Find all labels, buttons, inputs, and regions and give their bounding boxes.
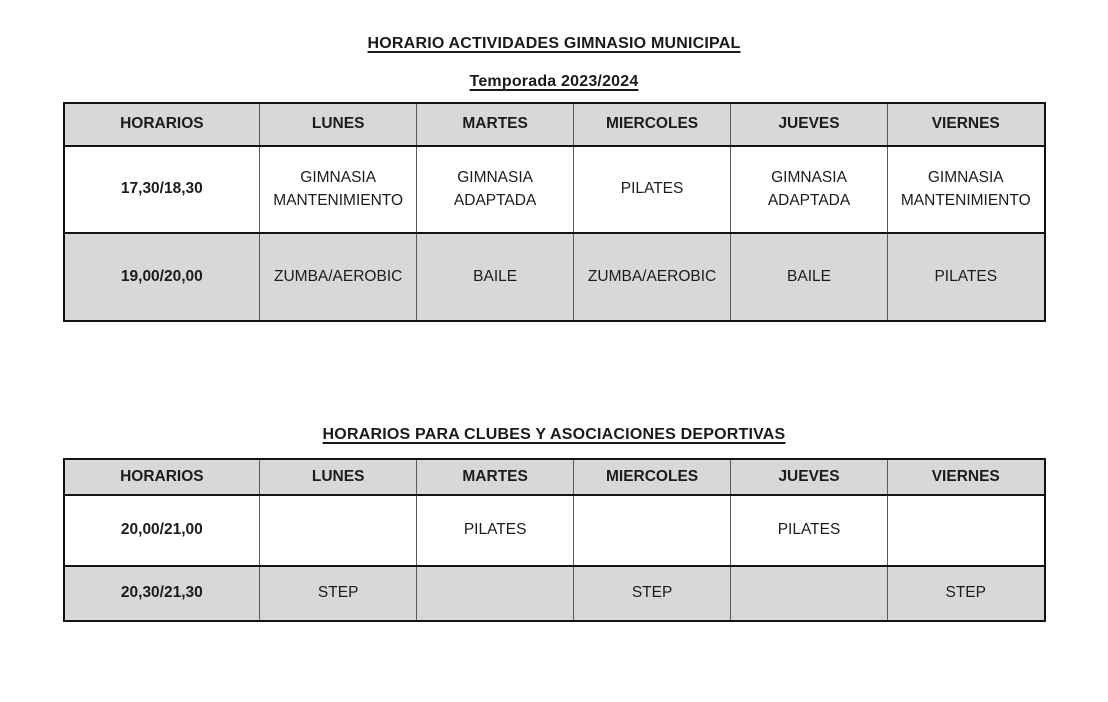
- schedule-row: [64, 233, 1045, 321]
- activity-cell: STEP: [574, 566, 731, 621]
- activity-cell: GIMNASIA MANTENIMIENTO: [260, 146, 417, 233]
- schedule-row: [64, 495, 1045, 566]
- time-cell: 20,00/21,00: [64, 495, 260, 566]
- column-header-jueves: JUEVES: [731, 459, 888, 495]
- activity-cell: [417, 566, 574, 621]
- doc-title: HORARIO ACTIVIDADES GIMNASIO MUNICIPAL: [367, 35, 741, 52]
- activity-cell: ZUMBA/AEROBIC: [260, 233, 417, 321]
- table-header-row: [64, 459, 1045, 495]
- column-header-miercoles: MIERCOLES: [574, 459, 731, 495]
- activity-cell: PILATES: [417, 495, 574, 566]
- activity-cell: PILATES: [574, 146, 731, 233]
- column-header-horarios: HORARIOS: [64, 459, 260, 495]
- doc-subtitle: Temporada 2023/2024: [469, 73, 639, 90]
- activity-cell: PILATES: [888, 233, 1045, 321]
- section-title-clubs: HORARIOS PARA CLUBES Y ASOCIACIONES DEPORTIVAS: [322, 426, 786, 443]
- column-header-jueves: JUEVES: [731, 103, 888, 146]
- column-header-viernes: VIERNES: [888, 103, 1045, 146]
- activity-cell: STEP: [260, 566, 417, 621]
- activities-table: [63, 102, 1046, 322]
- activity-cell: GIMNASIA ADAPTADA: [731, 146, 888, 233]
- time-cell: 19,00/20,00: [64, 233, 260, 321]
- column-header-lunes: LUNES: [260, 459, 417, 495]
- schedule-row: [64, 146, 1045, 233]
- activity-cell: ZUMBA/AEROBIC: [574, 233, 731, 321]
- schedule-row: [64, 566, 1045, 621]
- clubs-table: [63, 458, 1046, 622]
- column-header-miercoles: MIERCOLES: [574, 103, 731, 146]
- column-header-viernes: VIERNES: [888, 459, 1045, 495]
- activity-cell: [260, 495, 417, 566]
- activity-cell: [888, 495, 1045, 566]
- column-header-horarios: HORARIOS: [64, 103, 260, 146]
- column-header-martes: MARTES: [417, 459, 574, 495]
- activity-cell: STEP: [888, 566, 1045, 621]
- activity-cell: PILATES: [731, 495, 888, 566]
- column-header-lunes: LUNES: [260, 103, 417, 146]
- column-header-martes: MARTES: [417, 103, 574, 146]
- activity-cell: BAILE: [417, 233, 574, 321]
- activity-cell: GIMNASIA MANTENIMIENTO: [888, 146, 1045, 233]
- time-cell: 20,30/21,30: [64, 566, 260, 621]
- time-cell: 17,30/18,30: [64, 146, 260, 233]
- table-header-row: [64, 103, 1045, 146]
- activity-cell: [574, 495, 731, 566]
- activity-cell: BAILE: [731, 233, 888, 321]
- activity-cell: [731, 566, 888, 621]
- activity-cell: GIMNASIA ADAPTADA: [417, 146, 574, 233]
